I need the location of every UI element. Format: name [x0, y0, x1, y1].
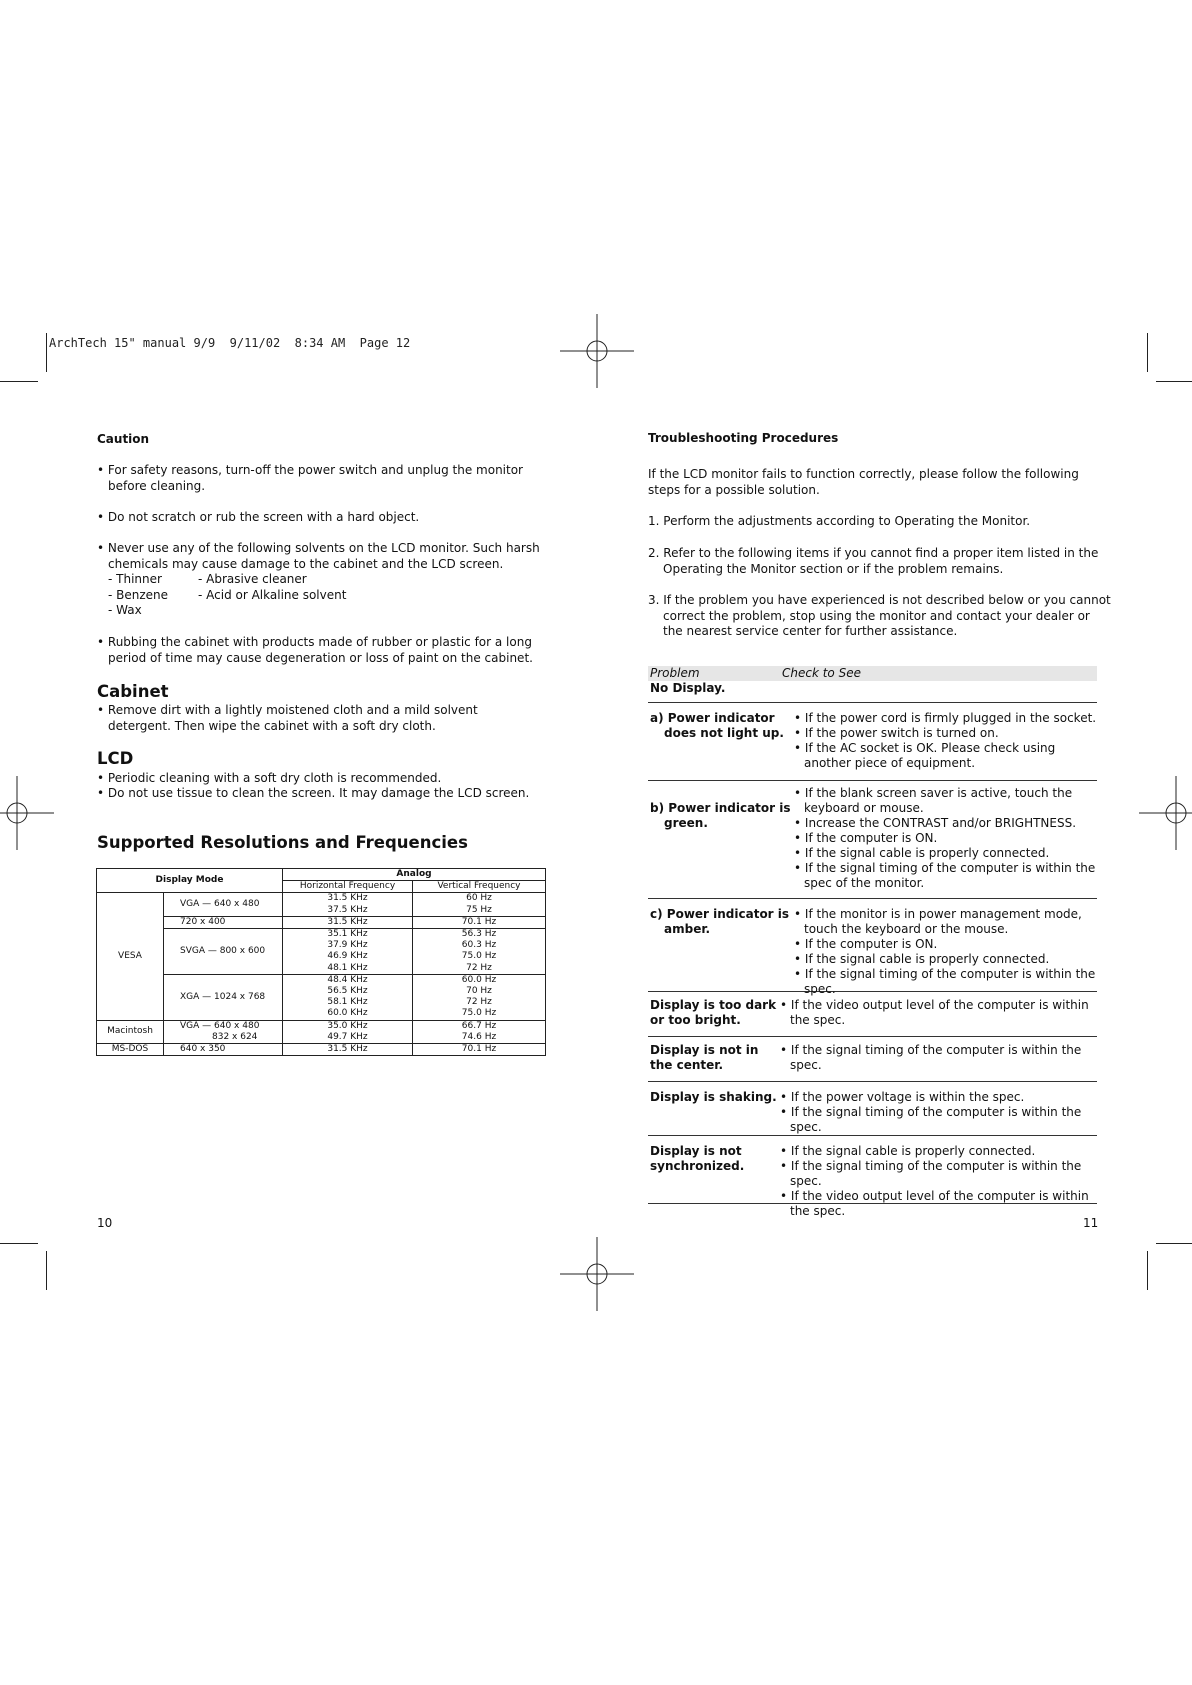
printer-slug: ArchTech 15" manual 9/9 9/11/02 8:34 AM Page 12	[49, 336, 411, 350]
check-item: • If the power switch is turned on.	[794, 726, 1097, 741]
check-item: • If the signal timing of the computer is within the spec.	[780, 1159, 1097, 1189]
vfreq-cell: 70.1 Hz	[413, 916, 546, 928]
table-row	[648, 1037, 1097, 1082]
vfreq-cell: 72 Hz	[413, 963, 546, 975]
check-item: • If the signal cable is properly connected.	[780, 1144, 1097, 1159]
table-row	[648, 1082, 1097, 1136]
check-column-header: Check to See	[782, 666, 861, 680]
table-row	[648, 1136, 1097, 1218]
check-cell	[780, 998, 1097, 1036]
check-cell	[780, 1043, 1097, 1081]
solvent-item: - Wax	[108, 603, 142, 617]
vfreq-cell: 75.0 Hz	[413, 951, 546, 962]
hfreq-cell: 37.9 KHz	[283, 940, 413, 951]
check-item: • If the signal timing of the computer is within the spec.	[780, 1105, 1097, 1135]
mode-cell: 720 x 400	[164, 916, 283, 928]
check-item: • If the signal cable is properly connected.	[794, 952, 1097, 967]
hfreq-header: Horizontal Frequency	[283, 881, 413, 893]
check-cell	[794, 786, 1097, 898]
problem-cell: c) Power indicator is amber.	[650, 907, 790, 936]
caution-item: • Do not scratch or rub the screen with a hard object.	[97, 510, 553, 526]
table-row	[648, 992, 1097, 1037]
problem-cell: Display is shaking.	[650, 1090, 777, 1104]
vfreq-cell: 70.1 Hz	[413, 1044, 546, 1056]
check-cell	[794, 907, 1097, 996]
troubleshooting-table	[648, 666, 1097, 1218]
table-row	[648, 899, 1097, 996]
step-item: 2. Refer to the following items if you cannot find a proper item listed in the Operating the Monitor section or if the problem remains.	[648, 546, 1099, 576]
registration-mark-top	[560, 314, 634, 388]
lcd-item: • Do not use tissue to clean the screen. It may damage the LCD screen.	[97, 786, 553, 802]
problem-column-header: Problem	[650, 666, 700, 680]
check-item: • If the AC socket is OK. Please check using another piece of equipment.	[794, 741, 1097, 771]
vesa-label: VESA	[97, 893, 164, 1020]
mode-cell: VGA — 640 x 480	[164, 893, 283, 916]
vfreq-cell: 56.3 Hz	[413, 929, 546, 941]
hfreq-cell: 35.1 KHz	[283, 929, 413, 941]
check-item: • If the video output level of the computer is within the spec.	[780, 998, 1097, 1028]
hfreq-cell: 48.1 KHz	[283, 963, 413, 975]
problem-cell: No Display.	[650, 681, 726, 695]
caution-item: • Never use any of the following solvents on the LCD monitor. Such harsh chemicals may cause damage to the cabinet and the LCD screen.	[97, 541, 553, 572]
troubleshooting-heading: Troubleshooting Procedures	[648, 431, 839, 445]
check-item: • If the monitor is in power management mode, touch the keyboard or the mouse.	[794, 907, 1097, 937]
page-number-left: 10	[97, 1216, 113, 1230]
vfreq-cell: 60 Hz	[413, 893, 546, 905]
check-item: • If the computer is ON.	[794, 831, 1097, 846]
check-item: • Increase the CONTRAST and/or BRIGHTNESS.	[794, 816, 1097, 831]
lcd-item: • Periodic cleaning with a soft dry cloth is recommended.	[97, 771, 553, 787]
caution-heading: Caution	[97, 432, 150, 446]
vfreq-header: Vertical Frequency	[413, 881, 546, 893]
hfreq-cell: 49.7 KHz	[283, 1032, 413, 1044]
hfreq-cell: 31.5 KHz	[283, 1044, 413, 1056]
vfreq-cell: 75 Hz	[413, 905, 546, 917]
msdos-label: MS-DOS	[97, 1044, 164, 1056]
check-item: • If the power cord is firmly plugged in the socket.	[794, 711, 1097, 726]
mode-cell: XGA — 1024 x 768	[164, 974, 283, 1020]
page-number-right: 11	[1083, 1216, 1099, 1230]
hfreq-cell: 35.0 KHz	[283, 1020, 413, 1032]
analog-header: Analog	[283, 869, 546, 881]
registration-mark-right	[1139, 776, 1192, 850]
hfreq-cell: 46.9 KHz	[283, 951, 413, 962]
table-row	[648, 703, 1097, 781]
solvent-item: - Acid or Alkaline solvent	[198, 587, 347, 602]
vfreq-cell: 72 Hz	[413, 997, 546, 1008]
vfreq-cell: 66.7 Hz	[413, 1020, 546, 1032]
hfreq-cell: 60.0 KHz	[283, 1008, 413, 1020]
hfreq-cell: 31.5 KHz	[283, 893, 413, 905]
problem-cell: Display is not in the center.	[650, 1043, 759, 1072]
lcd-heading: LCD	[97, 749, 134, 768]
solvent-list	[97, 572, 553, 619]
check-item: • If the video output level of the computer is within the spec.	[780, 1189, 1097, 1219]
cabinet-heading: Cabinet	[97, 682, 169, 701]
caution-item: • For safety reasons, turn-off the power switch and unplug the monitor before cleaning.	[97, 463, 553, 494]
check-cell	[780, 1144, 1097, 1218]
problem-cell: Display is too dark or too bright.	[650, 998, 777, 1027]
registration-mark-bottom	[560, 1237, 634, 1311]
resolutions-heading: Supported Resolutions and Frequencies	[97, 833, 468, 852]
hfreq-cell: 48.4 KHz	[283, 974, 413, 986]
check-item: • If the power voltage is within the spec.	[780, 1090, 1097, 1105]
step-item: 1. Perform the adjustments according to Operating the Monitor.	[648, 514, 1031, 528]
vfreq-cell: 75.0 Hz	[413, 1008, 546, 1020]
hfreq-cell: 58.1 KHz	[283, 997, 413, 1008]
table-header	[648, 666, 1097, 681]
macintosh-label: Macintosh	[97, 1020, 164, 1043]
intro-text: If the LCD monitor fails to function correctly, please follow the following steps for a possible solution.	[648, 467, 1079, 497]
check-item: • If the blank screen saver is active, touch the keyboard or mouse.	[794, 786, 1097, 816]
cabinet-text: • Remove dirt with a lightly moistened cloth and a mild solvent detergent. Then wipe the cabinet with a soft dry cloth.	[97, 703, 538, 734]
table-row	[648, 781, 1097, 899]
table-row	[648, 681, 1097, 703]
hfreq-cell: 31.5 KHz	[283, 916, 413, 928]
problem-cell: b) Power indicator is green.	[650, 801, 791, 830]
solvent-item: - Abrasive cleaner	[198, 572, 307, 586]
check-cell	[780, 1090, 1097, 1135]
vfreq-cell: 74.6 Hz	[413, 1032, 546, 1044]
mode-cell: SVGA — 800 x 600	[164, 929, 283, 975]
vfreq-cell: 60.3 Hz	[413, 940, 546, 951]
registration-mark-left	[0, 776, 54, 850]
mode-cell: VGA — 640 x 480	[164, 1020, 283, 1032]
caution-item: • Rubbing the cabinet with products made of rubber or plastic for a long period of time may cause degeneration or loss of paint on the cabinet.	[97, 635, 553, 666]
check-item: • If the signal timing of the computer is within the spec of the monitor.	[794, 861, 1097, 891]
vfreq-cell: 60.0 Hz	[413, 974, 546, 986]
check-item: • If the signal timing of the computer is within the spec.	[780, 1043, 1097, 1073]
problem-cell: Display is not synchronized.	[650, 1144, 745, 1173]
display-mode-header: Display Mode	[97, 869, 283, 893]
check-item: • If the signal cable is properly connected.	[794, 846, 1097, 861]
check-cell	[794, 711, 1097, 780]
mode-cell: 832 x 624	[164, 1032, 283, 1044]
step-item: 3. If the problem you have experienced is not described below or you cannot correct the problem, stop using the monitor and contact your dealer or the nearest service center for further assistance.	[648, 593, 1111, 638]
hfreq-cell: 37.5 KHz	[283, 905, 413, 917]
solvent-item: - Thinner	[108, 572, 162, 586]
hfreq-cell: 56.5 KHz	[283, 986, 413, 997]
vfreq-cell: 70 Hz	[413, 986, 546, 997]
solvent-item: - Benzene	[108, 587, 169, 602]
mode-cell: 640 x 350	[164, 1044, 283, 1056]
check-item: • If the computer is ON.	[794, 937, 1097, 952]
problem-cell: a) Power indicator does not light up.	[650, 711, 784, 740]
check-item: • If the signal timing of the computer is within the spec.	[794, 967, 1097, 997]
resolutions-table	[96, 868, 546, 1056]
